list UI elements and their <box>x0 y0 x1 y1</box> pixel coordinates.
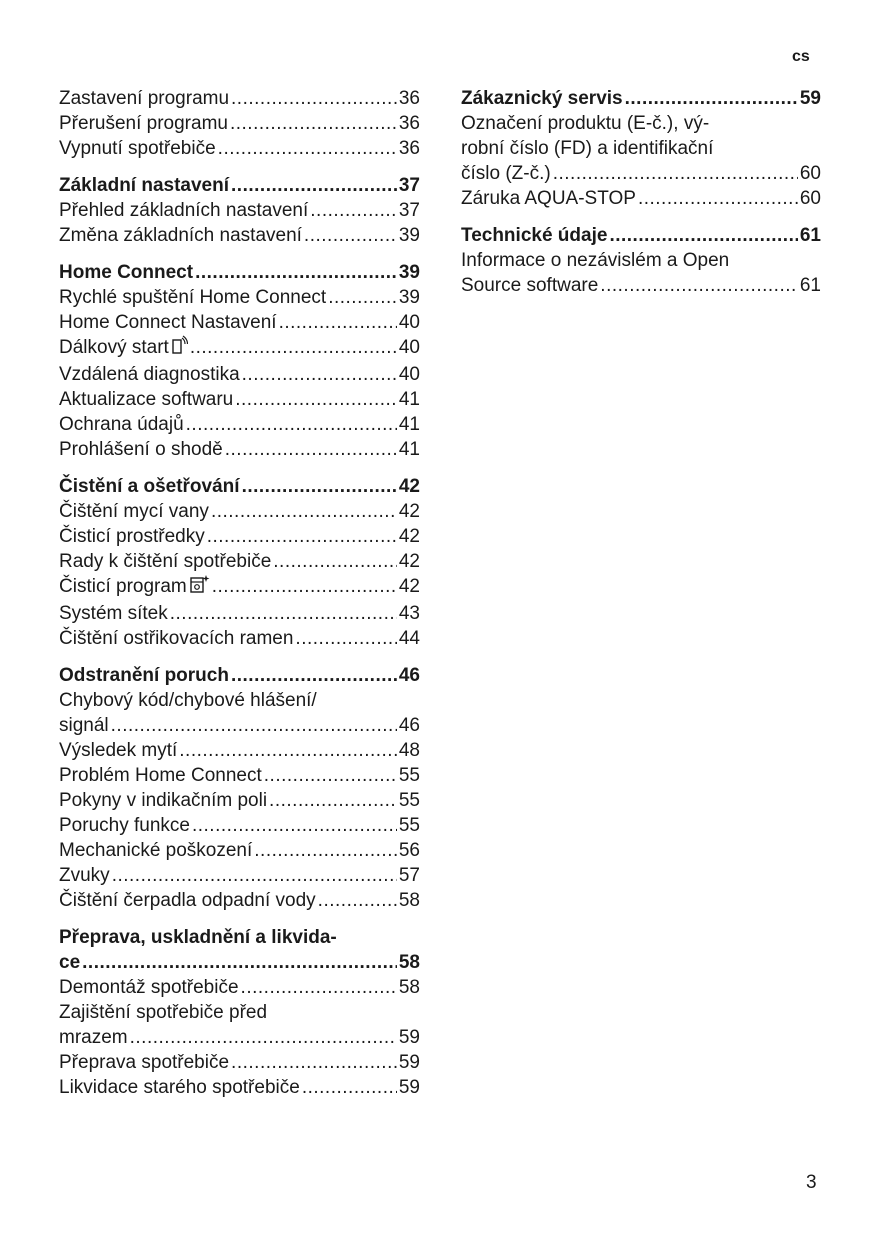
toc-heading-title: Zákaznický servis <box>461 88 623 109</box>
toc-entry[interactable] <box>461 186 821 211</box>
toc-heading-title: Home Connect <box>59 262 194 283</box>
toc-entry-page: 39 <box>398 287 420 308</box>
toc-entry[interactable] <box>59 111 420 136</box>
toc-entry[interactable] <box>59 412 420 437</box>
machine-care-icon <box>190 574 210 601</box>
toc-entry-page: 59 <box>398 1027 420 1048</box>
toc-entry[interactable] <box>59 524 420 549</box>
toc-entry-title-line[interactable]: Informace o nezávislém a Open <box>461 250 730 271</box>
toc-entry-page: 40 <box>398 312 420 333</box>
toc-entry-page: 55 <box>398 790 420 811</box>
toc-entry-page: 60 <box>799 163 821 184</box>
toc-heading-page: 59 <box>799 88 821 109</box>
toc-entry-title: Čisticí prostředky <box>59 526 205 547</box>
toc-entry[interactable] <box>59 1075 420 1100</box>
toc-section <box>461 86 821 211</box>
toc-entry-page: 48 <box>398 740 420 761</box>
toc-entry[interactable] <box>59 601 420 626</box>
toc-entry-page: 58 <box>398 977 420 998</box>
toc-heading-title: Technické údaje <box>461 225 608 246</box>
toc-column-left <box>59 86 420 1112</box>
toc-entry-page: 55 <box>398 765 420 786</box>
toc-entry-title: Prohlášení o shodě <box>59 439 223 460</box>
toc-section <box>59 260 420 462</box>
toc-section-heading[interactable] <box>59 474 420 499</box>
toc-entry[interactable] <box>59 863 420 888</box>
language-code: cs <box>792 48 810 65</box>
toc-entry[interactable] <box>59 1025 420 1050</box>
toc-entry-title: Demontáž spotřebiče <box>59 977 239 998</box>
toc-section <box>59 173 420 248</box>
toc-heading-title: Odstranění poruch <box>59 665 229 686</box>
toc-heading-page: 37 <box>398 175 420 196</box>
toc-entry-title: Systém sítek <box>59 603 168 624</box>
toc-heading-page: 42 <box>398 476 420 497</box>
toc-entry-page: 42 <box>398 576 420 597</box>
toc-entry-page: 60 <box>799 188 821 209</box>
toc-entry-title: Čištění čerpadla odpadní vody <box>59 890 316 911</box>
toc-entry-title: Vypnutí spotřebiče <box>59 138 216 159</box>
toc-entry-page: 41 <box>398 389 420 410</box>
toc-entry-page: 59 <box>398 1077 420 1098</box>
toc-entry[interactable] <box>59 285 420 310</box>
toc-entry-title-line: signál <box>59 715 109 736</box>
toc-entry-title-line: číslo (Z-č.) <box>461 163 551 184</box>
toc-heading-title: Základní nastavení <box>59 175 230 196</box>
toc-entry-title: Rady k čištění spotřebiče <box>59 551 272 572</box>
toc-entry[interactable] <box>59 763 420 788</box>
toc-entry-title: Zastavení programu <box>59 88 230 109</box>
toc-entry-title: Dálkový start <box>59 337 169 358</box>
toc-heading-title-line[interactable]: Přeprava, uskladnění a likvida- <box>59 927 337 948</box>
toc-entry[interactable] <box>59 626 420 651</box>
toc-entry-title-line[interactable]: robní číslo (FD) a identifikační <box>461 138 714 159</box>
toc-entry-title: Problém Home Connect <box>59 765 262 786</box>
toc-entry-title: Čištění ostřikovacích ramen <box>59 628 294 649</box>
toc-entry-page: 39 <box>398 225 420 246</box>
toc-entry-page: 42 <box>398 501 420 522</box>
toc-entry[interactable] <box>59 788 420 813</box>
toc-entry-page: 55 <box>398 815 420 836</box>
toc-section <box>59 925 420 1100</box>
toc-entry-title-line: Source software <box>461 275 599 296</box>
toc-entry[interactable] <box>59 310 420 335</box>
toc-entry-title-line[interactable]: Označení produktu (E-č.), vý- <box>461 113 710 134</box>
toc-heading-page: 46 <box>398 665 420 686</box>
toc-entry[interactable] <box>461 161 821 186</box>
toc-entry[interactable] <box>59 223 420 248</box>
toc-entry-page: 40 <box>398 364 420 385</box>
toc-heading-page: 61 <box>799 225 821 246</box>
toc-entry-title-with-icon <box>59 574 210 601</box>
toc-section <box>59 663 420 913</box>
toc-entry-title: Ochrana údajů <box>59 414 184 435</box>
toc-entry-page: 57 <box>398 865 420 886</box>
toc-heading-page: 39 <box>398 262 420 283</box>
toc-entry-title: Záruka AQUA-STOP <box>461 188 636 209</box>
toc-entry-title-line[interactable]: Zajištění spotřebiče před <box>59 1002 268 1023</box>
toc-entry-title: Rychlé spuštění Home Connect <box>59 287 327 308</box>
toc-entry-title: Pokyny v indikačním poli <box>59 790 268 811</box>
toc-entry-page: 40 <box>398 337 420 358</box>
toc-entry[interactable] <box>59 198 420 223</box>
toc-section-heading[interactable] <box>59 950 420 975</box>
toc-entry-page: 43 <box>398 603 420 624</box>
toc-entry-page: 61 <box>799 275 821 296</box>
toc-entry-page: 41 <box>398 414 420 435</box>
toc-entry[interactable] <box>59 1050 420 1075</box>
remote-start-icon <box>172 335 188 362</box>
toc-entry[interactable] <box>59 362 420 387</box>
toc-entry[interactable] <box>59 975 420 1000</box>
toc-entry-page: 58 <box>398 890 420 911</box>
toc-entry-page: 44 <box>398 628 420 649</box>
toc-entry-title: Čištění mycí vany <box>59 501 209 522</box>
toc-entry[interactable] <box>59 499 420 524</box>
toc-entry-title: Poruchy funkce <box>59 815 190 836</box>
toc-section-heading[interactable] <box>461 223 821 248</box>
toc-entry[interactable] <box>59 574 420 601</box>
toc-heading-title: Čistění a ošetřování <box>59 476 240 497</box>
toc-entry[interactable] <box>59 437 420 462</box>
toc-column-right <box>461 86 821 310</box>
toc-entry-page: 42 <box>398 551 420 572</box>
toc-entry-title: Mechanické poškození <box>59 840 253 861</box>
toc-entry-page: 42 <box>398 526 420 547</box>
toc-entry[interactable] <box>59 838 420 863</box>
toc-entry-title-line: mrazem <box>59 1027 128 1048</box>
toc-entry[interactable] <box>59 813 420 838</box>
toc-entry-title: Home Connect Nastavení <box>59 312 277 333</box>
toc-entry-page: 56 <box>398 840 420 861</box>
toc-entry[interactable] <box>59 136 420 161</box>
toc-entry-page: 36 <box>398 88 420 109</box>
toc-entry-title: Aktualizace softwaru <box>59 389 234 410</box>
toc-entry-title: Výsledek mytí <box>59 740 178 761</box>
toc-heading-page: 58 <box>398 952 420 973</box>
toc-entry[interactable] <box>59 888 420 913</box>
toc-entry[interactable] <box>59 86 420 111</box>
toc-section-heading[interactable] <box>461 86 821 111</box>
toc-entry[interactable] <box>59 549 420 574</box>
toc-entry-title-with-icon <box>59 335 188 362</box>
toc-section-heading[interactable] <box>59 663 420 688</box>
toc-entry-page: 46 <box>398 715 420 736</box>
toc-entry-page: 36 <box>398 113 420 134</box>
toc-entry-page: 36 <box>398 138 420 159</box>
toc-entry[interactable] <box>59 738 420 763</box>
page-number: 3 <box>806 1172 817 1193</box>
toc-section-heading[interactable] <box>59 173 420 198</box>
toc-entry-title: Zvuky <box>59 865 110 886</box>
toc-entry-page: 37 <box>398 200 420 221</box>
toc-entry-title: Přeprava spotřebiče <box>59 1052 230 1073</box>
toc-entry[interactable] <box>59 713 420 738</box>
toc-entry-title: Přerušení programu <box>59 113 228 134</box>
toc-section <box>59 474 420 651</box>
toc-entry-title: Změna základních nastavení <box>59 225 302 246</box>
toc-section <box>59 86 420 161</box>
toc-entry[interactable] <box>59 387 420 412</box>
toc-entry-title-line[interactable]: Chybový kód/chybové hlášení/ <box>59 690 317 711</box>
toc-entry-title: Přehled základních nastavení <box>59 200 309 221</box>
toc-entry-title: Vzdálená diagnostika <box>59 364 240 385</box>
toc-entry[interactable] <box>461 273 821 298</box>
toc-entry[interactable] <box>59 335 420 362</box>
toc-entry-title: Čisticí program <box>59 576 187 597</box>
toc-heading-title-line: ce <box>59 952 81 973</box>
toc-entry-page: 59 <box>398 1052 420 1073</box>
toc-section-heading[interactable] <box>59 260 420 285</box>
toc-entry-page: 41 <box>398 439 420 460</box>
toc-section <box>461 223 821 298</box>
toc-entry-title: Likvidace starého spotřebiče <box>59 1077 300 1098</box>
